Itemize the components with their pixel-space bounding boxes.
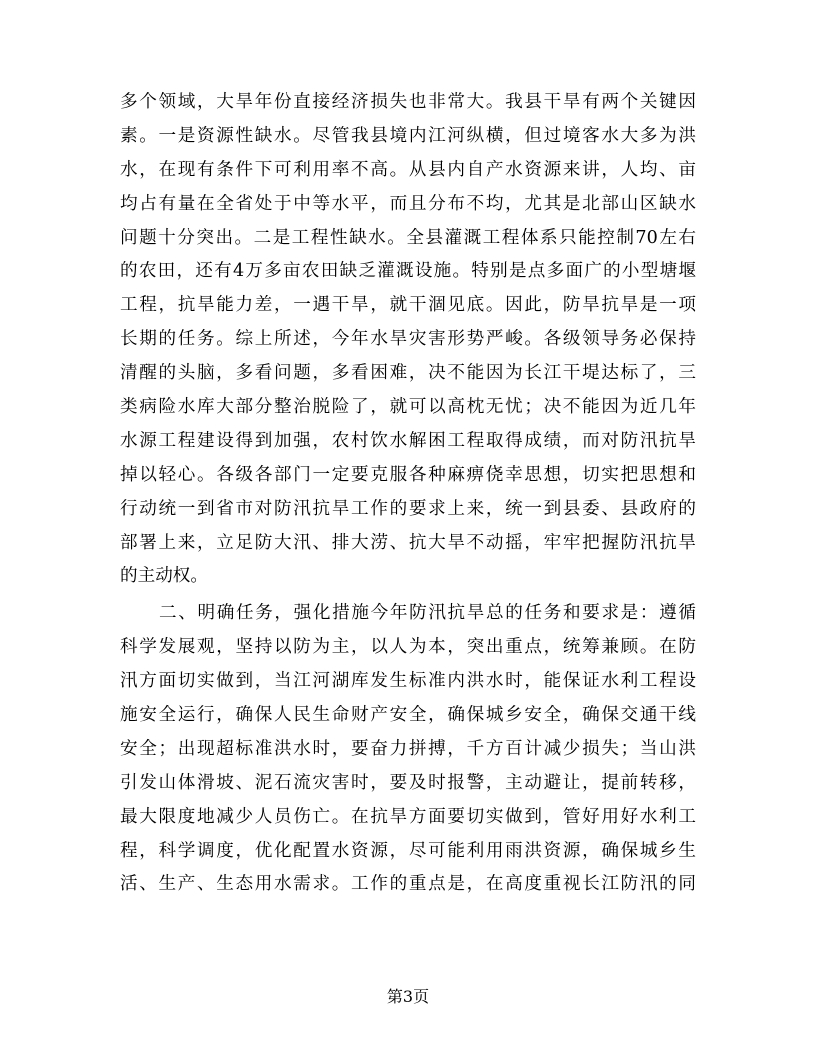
text-line: 汛方面切实做到，当江河湖库发生标准内洪水时，能保证水利工程设 [120, 671, 696, 692]
text-line: 行动统一到省市对防汛抗旱工作的要求上来，统一到县委、县政府的 [120, 498, 696, 519]
document-body [120, 86, 696, 902]
text-line: 工程，抗旱能力差，一遇干旱，就干涸见底。因此，防旱抗旱是一项 [120, 295, 696, 316]
text-line: 均占有量在全省处于中等水平，而且分布不均，尤其是北部山区缺水 [120, 193, 696, 214]
page-number: 第3页 [386, 987, 430, 1006]
text-line: 长期的任务。综上所述，今年水旱灾害形势严峻。各级领导务必保持 [120, 329, 696, 350]
paragraph-2 [120, 597, 696, 902]
text-line: 水源工程建设得到加强，农村饮水解困工程取得成绩，而对防汛抗旱 [120, 430, 696, 451]
text-line: 施安全运行，确保人民生命财产安全，确保城乡安全，确保交通干线 [120, 705, 696, 726]
text-line: 部署上来，立足防大汛、排大涝、抗大旱不动摇，牢牢把握防汛抗旱 [120, 532, 696, 553]
text-line: 程，科学调度，优化配置水资源，尽可能利用雨洪资源，确保城乡生 [120, 840, 696, 861]
text-line: 清醒的头脑，多看问题，多看困难，决不能因为长江干堤达标了，三 [120, 363, 696, 384]
text-line: 掉以轻心。各级各部门一定要克服各种麻痹侥幸思想，切实把思想和 [120, 464, 696, 485]
text-line-first: 二、明确任务，强化措施今年防汛抗旱总的任务和要求是：遵循 [159, 603, 696, 624]
text-line: 科学发展观，坚持以防为主，以人为本，突出重点，统筹兼顾。在防 [120, 637, 696, 658]
text-line: 问题十分突出。二是工程性缺水。全县灌溉工程体系只能控制70左右 [120, 227, 696, 248]
text-line: 的农田，还有4万多亩农田缺乏灌溉设施。特别是点多面广的小型塘堰 [120, 261, 696, 282]
text-line: 活、生产、生态用水需求。工作的重点是，在高度重视长江防汛的同 [120, 874, 696, 895]
text-line: 水，在现有条件下可利用率不高。从县内自产水资源来讲，人均、亩 [120, 159, 696, 180]
text-line: 安全；出现超标准洪水时，要奋力拼搏，千方百计减少损失；当山洪 [120, 738, 696, 759]
text-line: 最大限度地减少人员伤亡。在抗旱方面要切实做到，管好用好水利工 [120, 806, 696, 827]
text-line: 多个领域，大旱年份直接经济损失也非常大。我县干旱有两个关键因 [120, 92, 696, 112]
text-line: 引发山体滑坡、泥石流灾害时，要及时报警，主动避让，提前转移， [120, 772, 696, 793]
text-line: 类病险水库大部分整治脱险了，就可以高枕无忧；决不能因为近几年 [120, 397, 696, 418]
paragraph-1 [120, 86, 696, 594]
text-line: 素。一是资源性缺水。尽管我县境内江河纵横，但过境客水大多为洪 [120, 125, 696, 146]
text-line-last: 的主动权。 [120, 566, 208, 587]
